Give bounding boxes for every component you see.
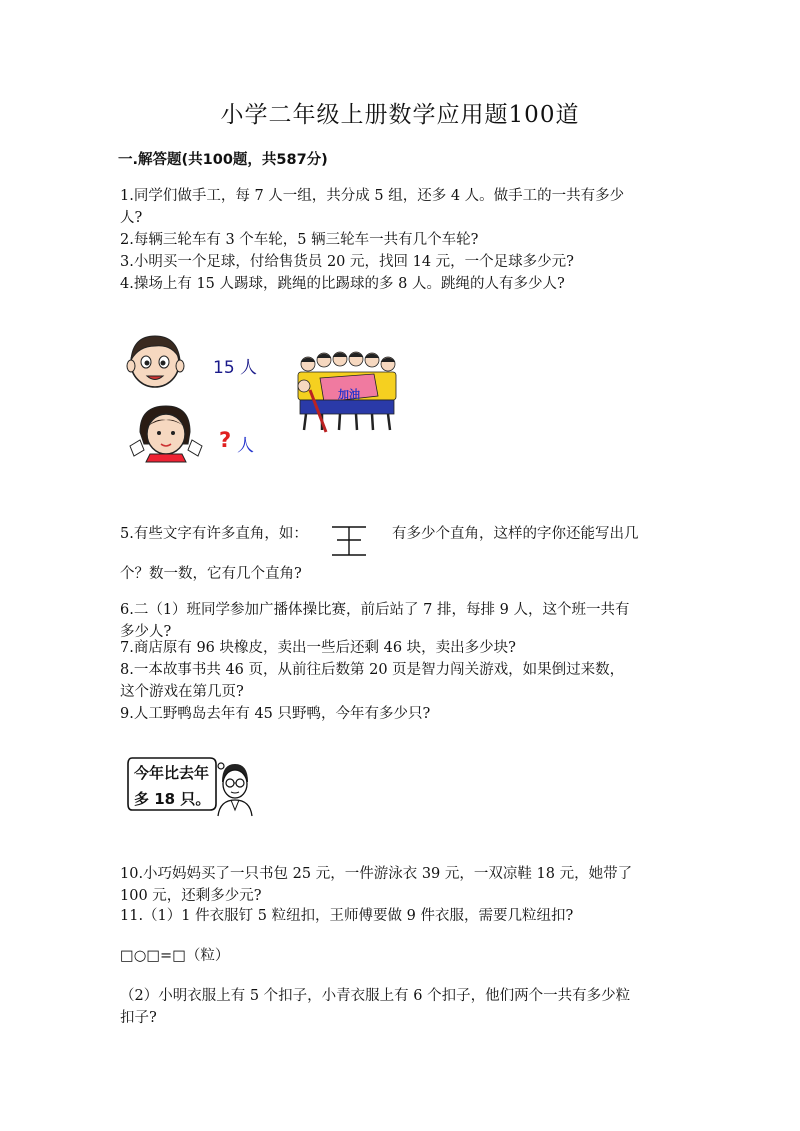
boy-count-label: 15 人 <box>213 358 258 378</box>
question-6-line-2: 多少人? <box>120 624 172 640</box>
question-1-line-1: 1.同学们做手工，每 7 人一组，共分成 5 组，还多 4 人。做手工的一共有多少 <box>120 188 625 204</box>
speech-bubble-line-2: 多 18 只。 <box>134 790 211 808</box>
question-5-line-2: 个？数一数，它有几个直角? <box>120 566 302 582</box>
question-11-formula: □○□=□（粒） <box>120 948 230 964</box>
question-2: 2.每辆三轮车有 3 个车轮，5 辆三轮车一共有几个车轮? <box>120 232 479 248</box>
question-6-line-1: 6.二（1）班同学参加广播体操比赛，前后站了 7 排，每排 9 人，这个班一共有 <box>120 602 630 618</box>
man-with-glasses-illustration <box>214 762 256 816</box>
question-5-part-1: 5.有些文字有许多直角，如： <box>120 526 308 542</box>
question-10 <box>120 863 680 907</box>
question-1 <box>120 185 680 229</box>
question-9: 9.人工野鸭岛去年有 45 只野鸭，今年有多少只? <box>120 706 431 722</box>
banner-text: 加油 <box>338 388 360 401</box>
boy-face-illustration <box>125 330 205 395</box>
question-8 <box>120 659 680 703</box>
girl-unknown-mark: ? <box>219 428 232 452</box>
question-11-part-1: 11.（1）1 件衣服钉 5 粒纽扣，王师傅要做 9 件衣服，需要几粒纽扣? <box>120 908 574 924</box>
question-11-part-2 <box>120 985 680 1029</box>
question-10-line-1: 10.小巧妈妈买了一只书包 25 元，一件游泳衣 39 元，一双凉鞋 18 元，她带了 <box>120 866 633 882</box>
question-8-line-2: 这个游戏在第几页? <box>120 684 244 700</box>
question-4: 4.操场上有 15 人踢球，跳绳的比踢球的多 8 人。跳绳的人有多少人? <box>120 276 565 292</box>
page-title: 小学二年级上册数学应用题100道 <box>220 102 580 128</box>
section-heading: 一.解答题(共100题，共587分) <box>118 152 328 168</box>
question-5-line-1 <box>120 523 308 545</box>
girl-face-illustration <box>128 402 208 462</box>
question-5-part-2: 有多少个直角，这样的字你还能写出几 <box>392 526 639 542</box>
question-10-line-2: 100 元，还剩多少元? <box>120 888 262 904</box>
character-wang-figure <box>330 524 370 558</box>
question-3: 3.小明买一个足球，付给售货员 20 元，找回 14 元，一个足球多少元? <box>120 254 574 270</box>
girl-count-unit: 人 <box>237 436 254 456</box>
question-11-part-2-line-2: 扣子? <box>120 1010 157 1026</box>
speech-bubble-line-1: 今年比去年 <box>134 764 210 782</box>
question-1-line-2: 人? <box>120 210 143 226</box>
question-7: 7.商店原有 96 块橡皮，卖出一些后还剩 46 块，卖出多少块? <box>120 640 516 656</box>
question-8-line-1: 8.一本故事书共 46 页，从前往后数第 20 页是智力闯关游戏，如果倒过来数， <box>120 662 625 678</box>
question-11-part-2-line-1: （2）小明衣服上有 5 个扣子，小青衣服上有 6 个扣子，他们两个一共有多少粒 <box>120 988 631 1004</box>
